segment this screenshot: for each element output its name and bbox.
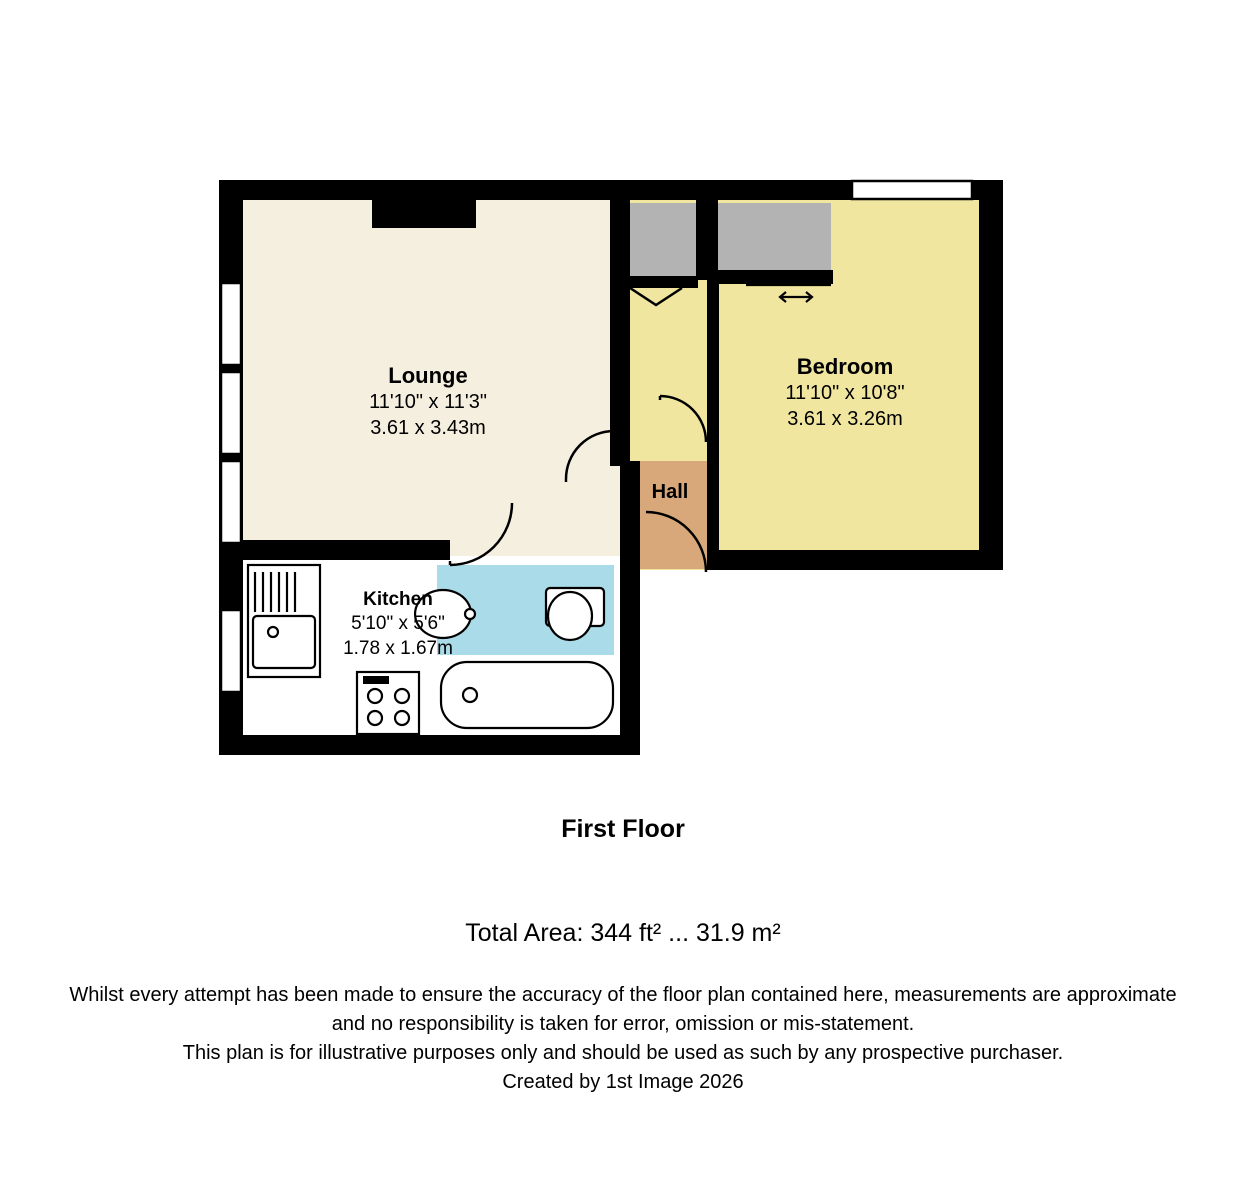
- cupboard-right: [718, 203, 831, 276]
- floor-title: First Floor: [561, 815, 685, 843]
- cupboard-left: [628, 203, 696, 276]
- plan-footer: [0, 790, 1246, 1097]
- room-name-kitchen: Kitchen: [363, 589, 433, 610]
- disclaimer-line-3: This plan is for illustrative purposes only and should be used as such by any prospective purchaser.: [182, 1042, 1064, 1064]
- room-dim-metric-lounge: 3.61 x 3.43m: [370, 416, 486, 439]
- room-dim-metric-kitchen: 1.78 x 1.67m: [343, 637, 453, 659]
- disclaimer-line-4: Created by 1st Image 2026: [502, 1071, 744, 1093]
- disclaimer-line-1: Whilst every attempt has been made to ensure the accuracy of the floor plan contained here, measurements are approximate: [69, 984, 1177, 1006]
- disclaimer-text: [0, 981, 1246, 1097]
- room-dim-imperial-lounge: 11'10" x 11'3": [369, 391, 487, 414]
- room-label-kitchen: [283, 588, 513, 661]
- room-dim-imperial-bedroom: 11'10" x 10'8": [785, 382, 905, 405]
- room-dim-imperial-kitchen: 5'10" x 5'6": [351, 613, 445, 635]
- room-name-hall: Hall: [651, 481, 689, 503]
- total-area-text: Total Area: 344 ft² ... 31.9 m²: [465, 919, 781, 947]
- room-dim-metric-bedroom: 3.61 x 3.26m: [787, 407, 903, 430]
- room-label-hall: [620, 480, 720, 506]
- room-name-bedroom: Bedroom: [796, 354, 894, 379]
- room-label-lounge: [268, 362, 588, 441]
- disclaimer-line-2: and no responsibility is taken for error, omission or mis-statement.: [331, 1013, 915, 1035]
- room-label-bedroom: [700, 353, 990, 432]
- room-name-lounge: Lounge: [388, 363, 468, 388]
